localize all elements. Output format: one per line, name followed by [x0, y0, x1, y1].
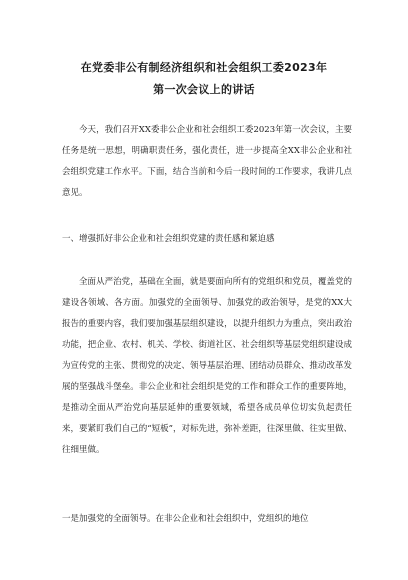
paragraph-body: 全面从严治党，基础在全面，就是要面向所有的党组织和党员，覆盖党的建设各领域、各方面。加强党的全面领导、加强党的政治领导，是党的XX大报告的重要内容，我们要加强基层组织建设，以提升组织力为重点，突出政治功能，把企业、农村、机关、学校、街道社区、社会组织等基层党组织建设成为宣传党的主张、贯彻党的决定、领导基层治理、团结动员群众、推动改革发展的坚强战斗堡垒。非公企业和社会组织是党的工作和群众工作的重要阵地，是推动全面从严治党向基层延伸的重要领域，希望各成员单位切实负起责任来，要紧盯我们自己的“短板”，对标先进，弥补差距，往深里做、往实里做、往细里做。 — [62, 277, 352, 455]
paragraph-continued: 一是加强党的全面领导。在非公企业和社会组织中，党组织的地位 — [62, 514, 309, 524]
document-title-line-1: 在党委非公有制经济组织和社会组织工委2023年 — [80, 61, 328, 74]
paragraph-opening: 今天，我们召开XX委非公企业和社会组织工委2023年第一次会议，主要任务是统一思想，明确职责任务，强化责任，进一步提高全XX非公企业和社会组织党建工作水平。下面，结合当前和今后一段时间的工作要求，我讲几点意见。 — [62, 125, 352, 198]
section-heading: 一、增强抓好非公企业和社会组织党建的责任感和紧迫感 — [62, 234, 275, 244]
document-title-line-2: 第一次会议上的讲话 — [153, 83, 255, 96]
